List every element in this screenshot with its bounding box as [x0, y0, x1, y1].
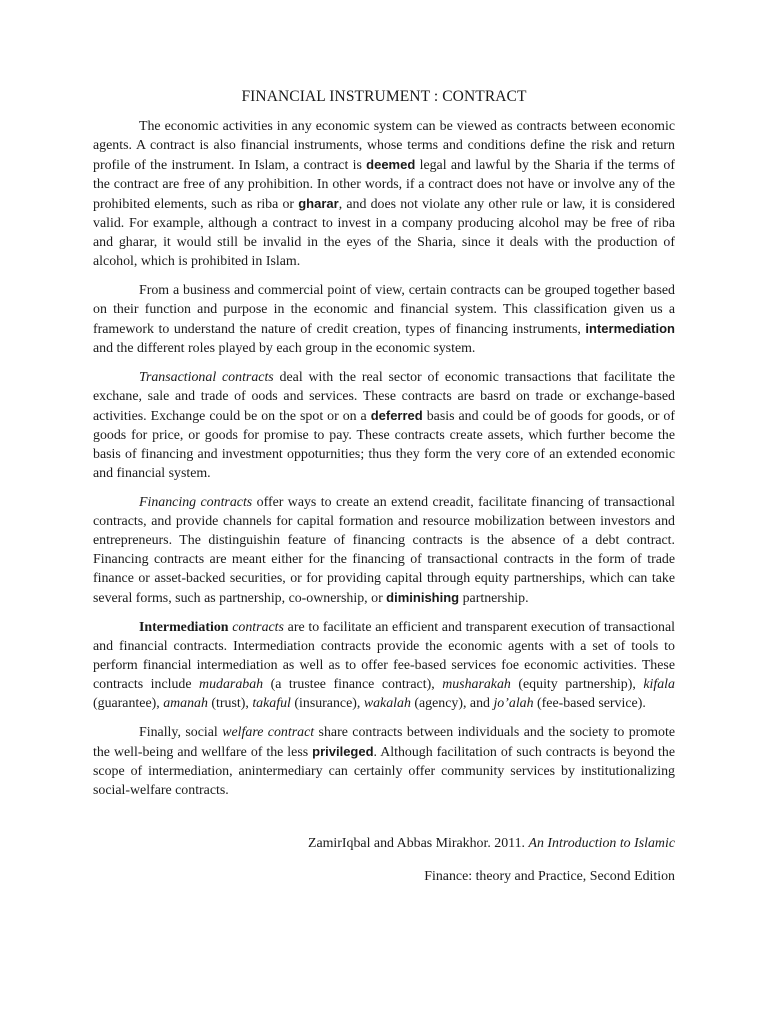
bold-term-privileged: privileged [312, 744, 374, 759]
citation-line-1 [93, 834, 675, 853]
text-run: legal and lawful by the Sharia if the terms of the contract are free of any prohibition. In other words, if a contract does not have or involve any of the prohibited elements, such as riba or [93, 158, 675, 212]
text-run: (equity partnership), [510, 677, 644, 692]
bold-term-gharar: gharar [298, 196, 339, 211]
bold-term-deferred: deferred [370, 408, 423, 423]
italic-term-musharakah: musharakah [442, 677, 511, 692]
paragraph-intermediation [93, 618, 675, 713]
citation-title: An Introduction to Islamic [528, 836, 675, 851]
text-run: (guarantee), [93, 696, 164, 711]
paragraph-financing [93, 493, 675, 608]
text-run: (agency), and [410, 696, 494, 711]
bold-term-deemed: deemed [366, 157, 416, 172]
italic-term-takaful: takaful [252, 696, 291, 711]
text-run: . Although facilitation of such contracts is beyond the scope of intermediation, anintermediary can certainly offer community services by institutionalizing social-welfare contracts. [93, 745, 675, 798]
bold-term-intermediation: Intermediation [139, 620, 229, 635]
text-run: (fee-based service). [533, 696, 646, 711]
document-title: FINANCIAL INSTRUMENT : CONTRACT [241, 88, 527, 105]
text-run: share contracts between individuals and the society to promote the well-being and wellfare of the less [93, 725, 675, 760]
italic-term-contracts: contracts [232, 620, 284, 635]
italic-term-transactional-contracts: Transactional contracts [139, 370, 274, 385]
paragraph-transactional [93, 368, 675, 483]
text-run: and the different roles played by each group in the economic system. [93, 341, 476, 356]
text-run: (a trustee finance contract), [263, 677, 443, 692]
text-run: basis and could be of goods for goods, or of goods for price, or goods for promise to pay. These contracts create assets, which further become the basis of financing and investment oppoturnities; thus they form the very core of an extended economic and financial system. [93, 409, 675, 481]
text-run: deal with the real sector of economic transactions that facilitate the exchane, sale and trade of oods and services. These contracts are basrd on trade or exchange-based activities. Exchange could be on the spot or on a [93, 370, 675, 424]
citation-line-2: Finance: theory and Practice, Second Edition [424, 869, 675, 884]
paragraph-intro [93, 117, 675, 271]
italic-term-welfare-contract: welfare contract [222, 725, 315, 740]
text-run: Finally, social [139, 725, 223, 740]
italic-term-wakalah: wakalah [363, 696, 411, 711]
italic-term-mudarabah: mudarabah [199, 677, 264, 692]
text-run: , and does not violate any other rule or law, it is considered valid. For example, although a contract to invest in a company producing alcohol may be free of riba and gharar, it would still be invalid in the eyes of the Sharia, since it deals with the production of alcohol, which is prohibited in Islam. [93, 197, 675, 269]
text-run: offer ways to create an extend creadit, facilitate financing of transactional contracts, and provide channels for capital formation and resource mobilization between investors and entrepreneurs. The distinguishin feature of financing contracts is the absence of a debt contract. Financing contracts are meant either for the financing of transactional contracts in the form of trade finance or asset-backed securities, or for providing capital through equity partnerships, which can take several forms, such as partnership, co-ownership, or [93, 495, 676, 606]
italic-term-financing-contracts: Financing contracts [139, 495, 253, 510]
text-run: (trust), [207, 696, 253, 711]
text-run: are to facilitate an efficient and transparent execution of transactional and financial contracts. Intermediation contracts provide the economic agents with a set of tools to perform financial intermediation as well as to offer fee-based services foe economic activities. These contracts include [93, 620, 675, 692]
text-run: (insurance), [290, 696, 364, 711]
text-run: The economic activities in any economic system can be viewed as contracts between economic agents. A contract is also financial instruments, whose terms and conditions define the risk and return profile of the instrument. In Islam, a contract is [93, 119, 675, 173]
text-run: partnership. [459, 591, 529, 606]
citation-authors: ZamirIqbal and Abbas Mirakhor. 2011. [307, 836, 529, 851]
italic-term-amanah: amanah [163, 696, 208, 711]
paragraph-social-welfare [93, 723, 675, 800]
bold-term-intermediation: intermediation [585, 321, 675, 336]
italic-term-kifala: kifala [643, 677, 675, 692]
italic-term-joalah: jo’alah [493, 696, 534, 711]
bold-term-diminishing: diminishing [386, 590, 460, 605]
text-run: From a business and commercial point of view, certain contracts can be grouped together based on their function and purpose in the economic and financial system. This classification given us a framework to understand the nature of credit creation, types of financing instruments, [93, 283, 675, 337]
paragraph-classification [93, 281, 675, 358]
